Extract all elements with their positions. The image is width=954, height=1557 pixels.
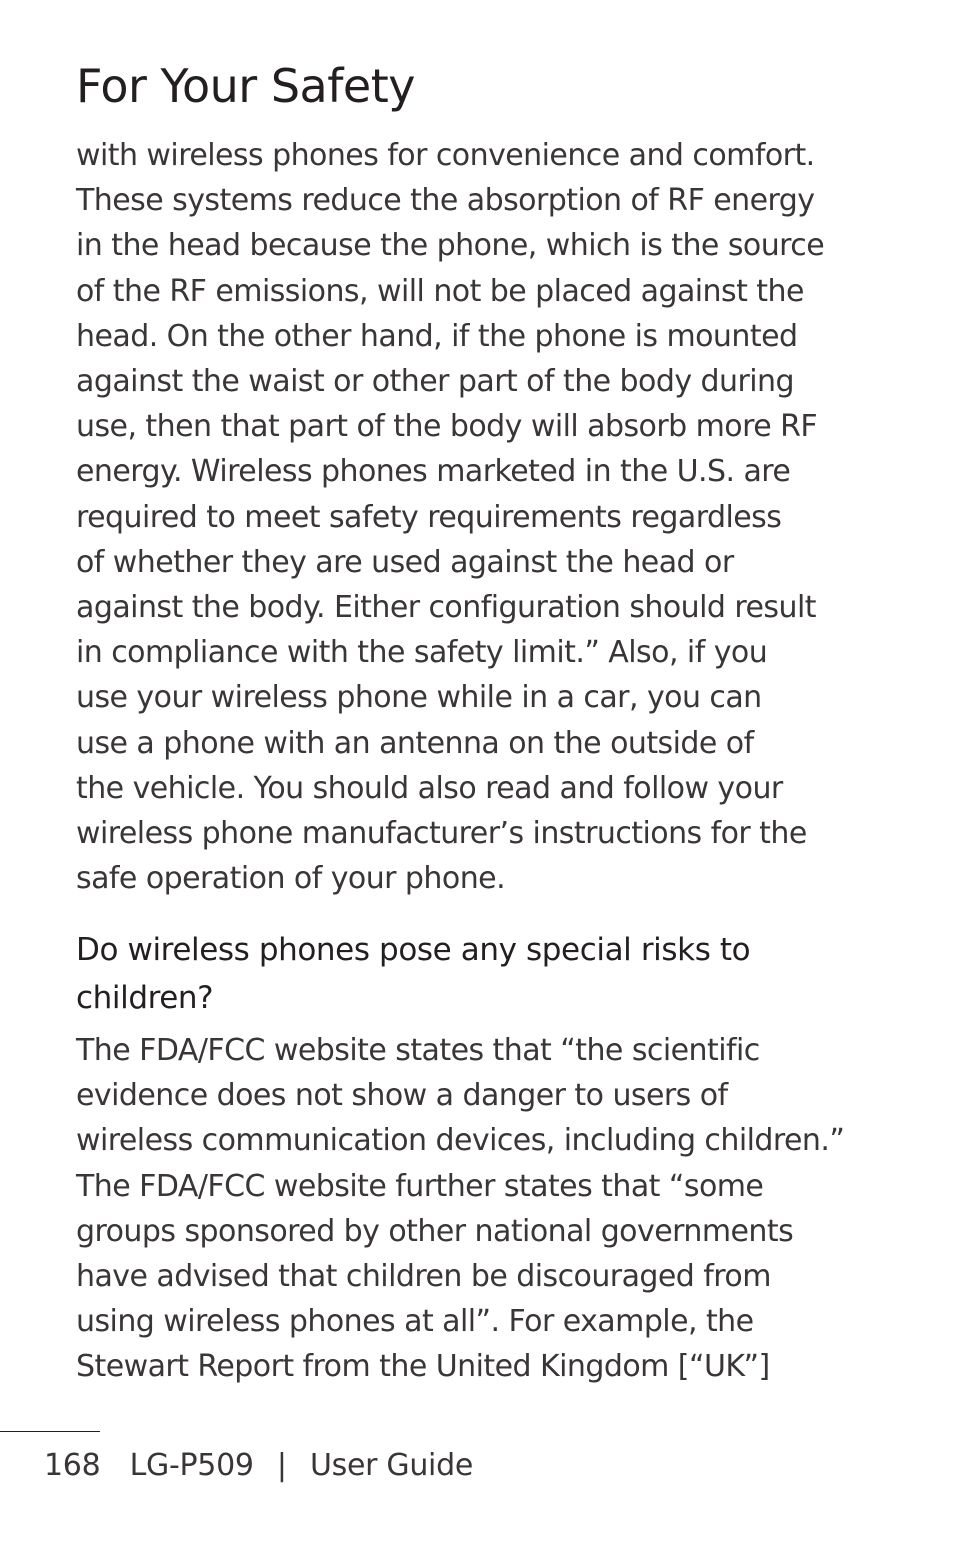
text-line: required to meet safety requirements regardless — [76, 499, 782, 535]
text-line: The FDA/FCC website states that “the scientific — [76, 1033, 760, 1068]
text-line: The FDA/FCC website further states that “some — [76, 1168, 764, 1204]
text-line: use a phone with an antenna on the outside of — [76, 725, 754, 761]
text-line: use your wireless phone while in a car, you can — [76, 680, 762, 716]
model-name: LG-P509 — [129, 1448, 254, 1483]
text-line: wireless communication devices, including children.” — [76, 1123, 845, 1159]
text-line: have advised that children be discouraged from — [76, 1259, 771, 1295]
text-line: These systems reduce the absorption of RF energy — [76, 183, 815, 219]
text-line: in compliance with the safety limit.” Also, if you — [76, 635, 768, 671]
text-line: the vehicle. You should also read and follow your — [76, 770, 783, 806]
section-heading — [76, 926, 750, 1022]
text-line: against the waist or other part of the body during — [76, 364, 795, 400]
page-footer — [44, 1444, 473, 1488]
heading-line: children? — [76, 980, 214, 1016]
text-line: evidence does not show a danger to users of — [76, 1078, 728, 1114]
text-line: head. On the other hand, if the phone is mounted — [76, 318, 798, 354]
heading-line: Do wireless phones pose any special risks to — [76, 932, 751, 968]
text-line: energy. Wireless phones marketed in the U.S. are — [76, 454, 791, 490]
page-number: 168 — [44, 1448, 101, 1483]
text-line: with wireless phones for convenience and comfort. — [76, 138, 815, 173]
text-line: use, then that part of the body will absorb more RF — [76, 409, 818, 445]
footer-divider — [0, 1431, 100, 1432]
guide-label: User Guide — [309, 1448, 473, 1483]
text-line: safe operation of your phone. — [76, 861, 506, 897]
text-line: against the body. Either configuration should result — [76, 590, 816, 626]
text-line: groups sponsored by other national governments — [76, 1213, 794, 1249]
text-line: Stewart Report from the United Kingdom [“UK”] — [76, 1349, 770, 1385]
text-line: of whether they are used against the head or — [76, 544, 734, 580]
body-paragraph — [76, 133, 824, 901]
text-line: in the head because the phone, which is the source — [76, 228, 825, 264]
text-line: wireless phone manufacturer’s instructions for the — [76, 816, 807, 852]
text-line: using wireless phones at all”. For example, the — [76, 1304, 754, 1340]
footer-separator: | — [276, 1448, 287, 1483]
text-line: of the RF emissions, will not be placed against the — [76, 273, 804, 309]
body-paragraph — [76, 1028, 844, 1390]
page-title: For Your Safety — [76, 59, 415, 113]
